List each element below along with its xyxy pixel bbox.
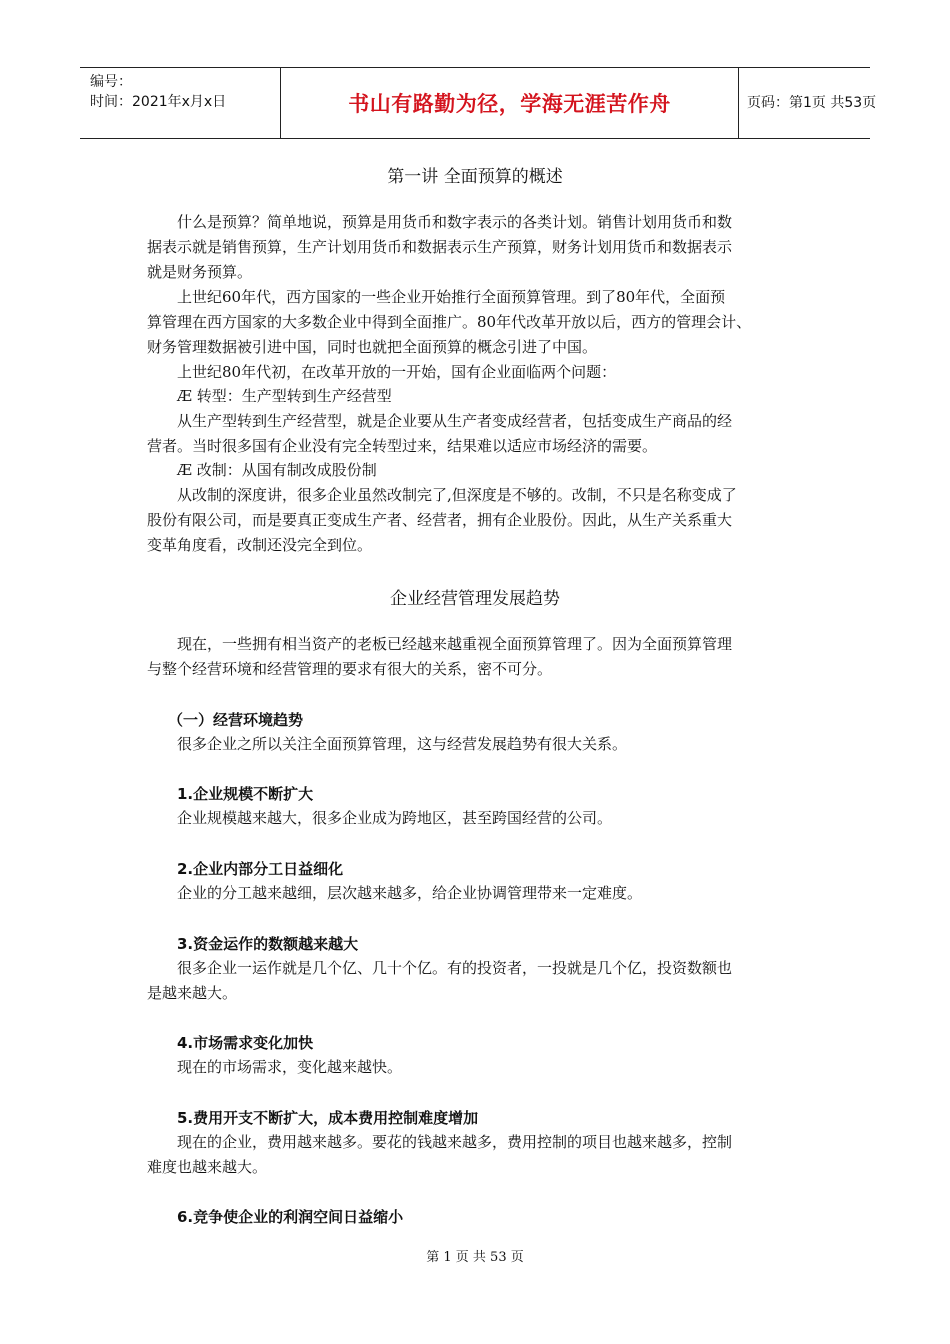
body-line: 现在的市场需求，变化越来越快。 — [177, 1058, 403, 1076]
body-line: 现在的企业，费用越来越多。要花的钱越来越多，费用控制的项目也越来越多，控制 — [177, 1133, 733, 1151]
body-line: 就是财务预算。 — [147, 263, 253, 281]
item-heading: 2.企业内部分工日益细化 — [177, 860, 344, 878]
number-label: 编号： — [90, 74, 132, 90]
body-line: 财务管理数据被引进中国，同时也就把全面预算的概念引进了中国。 — [147, 338, 598, 356]
motto: 书山有路勤为径，学海无涯苦作舟 — [348, 92, 671, 116]
body-line: 什么是预算？简单地说，预算是用货币和数字表示的各类计划。销售计划用货币和数 — [177, 213, 733, 231]
body-line: 很多企业之所以关注全面预算管理，这与经营发展趋势有很大关系。 — [177, 735, 628, 753]
body-line: 算管理在西方国家的大多数企业中得到全面推广。80年代改革开放以后，西方的管理会计、 — [147, 313, 752, 331]
bullet-line: Æ 转型：生产型转到生产经营型 — [177, 387, 392, 405]
body-line: 现在，一些拥有相当资产的老板已经越来越重视全面预算管理了。因为全面预算管理 — [177, 635, 733, 653]
sub-heading: （一）经营环境趋势 — [168, 711, 304, 729]
body-line: 上世纪60年代，西方国家的一些企业开始推行全面预算管理。到了80年代，全面预 — [177, 288, 726, 306]
item-heading: 4.市场需求变化加快 — [177, 1034, 314, 1052]
header-motto-cell — [280, 68, 739, 138]
item-heading: 1.企业规模不断扩大 — [177, 785, 314, 803]
page-footer: 第 1 页 共 53 页 — [426, 1250, 524, 1265]
body-line: 很多企业一运作就是几个亿、几十个亿。有的投资者，一投就是几个亿，投资数额也 — [177, 959, 733, 977]
body-line: 与整个经营环境和经营管理的要求有很大的关系，密不可分。 — [147, 660, 553, 678]
body-line: 营者。当时很多国有企业没有完全转型过来，结果难以适应市场经济的需要。 — [147, 437, 658, 455]
item-heading: 5.费用开支不断扩大，成本费用控制难度增加 — [177, 1109, 479, 1127]
header-table — [80, 67, 877, 139]
item-heading: 6.竞争使企业的利润空间日益缩小 — [177, 1208, 404, 1226]
page-code: 页码：第1页 共53页 — [747, 94, 877, 111]
date-line: 时间：2021年x月x日 — [90, 94, 227, 110]
header-left-cell — [80, 68, 280, 138]
body-line: 企业规模越来越大，很多企业成为跨地区，甚至跨国经营的公司。 — [177, 809, 613, 827]
body-line: 股份有限公司，而是要真正变成生产者、经营者，拥有企业股份。因此，从生产关系重大 — [147, 511, 733, 529]
body-line: 变革角度看，改制还没完全到位。 — [147, 536, 373, 554]
body-line: 从生产型转到生产经营型，就是企业要从生产者变成经营者，包括变成生产商品的经 — [177, 412, 733, 430]
body-line: 上世纪80年代初，在改革开放的一开始，国有企业面临两个问题： — [177, 363, 617, 381]
body-line: 难度也越来越大。 — [147, 1158, 268, 1176]
lecture-title: 第一讲 全面预算的概述 — [387, 167, 563, 187]
body-line: 从改制的深度讲，很多企业虽然改制完了,但深度是不够的。改制，不只是名称变成了 — [177, 486, 737, 504]
body-line: 企业的分工越来越细，层次越来越多，给企业协调管理带来一定难度。 — [177, 884, 643, 902]
section-title: 企业经营管理发展趋势 — [390, 589, 560, 609]
item-heading: 3.资金运作的数额越来越大 — [177, 935, 359, 953]
body-line: 据表示就是销售预算，生产计划用货币和数据表示生产预算，财务计划用货币和数据表示 — [147, 238, 733, 256]
header-right-cell — [739, 68, 877, 138]
bullet-line: Æ 改制：从国有制改成股份制 — [177, 461, 377, 479]
body-line: 是越来越大。 — [147, 984, 238, 1002]
